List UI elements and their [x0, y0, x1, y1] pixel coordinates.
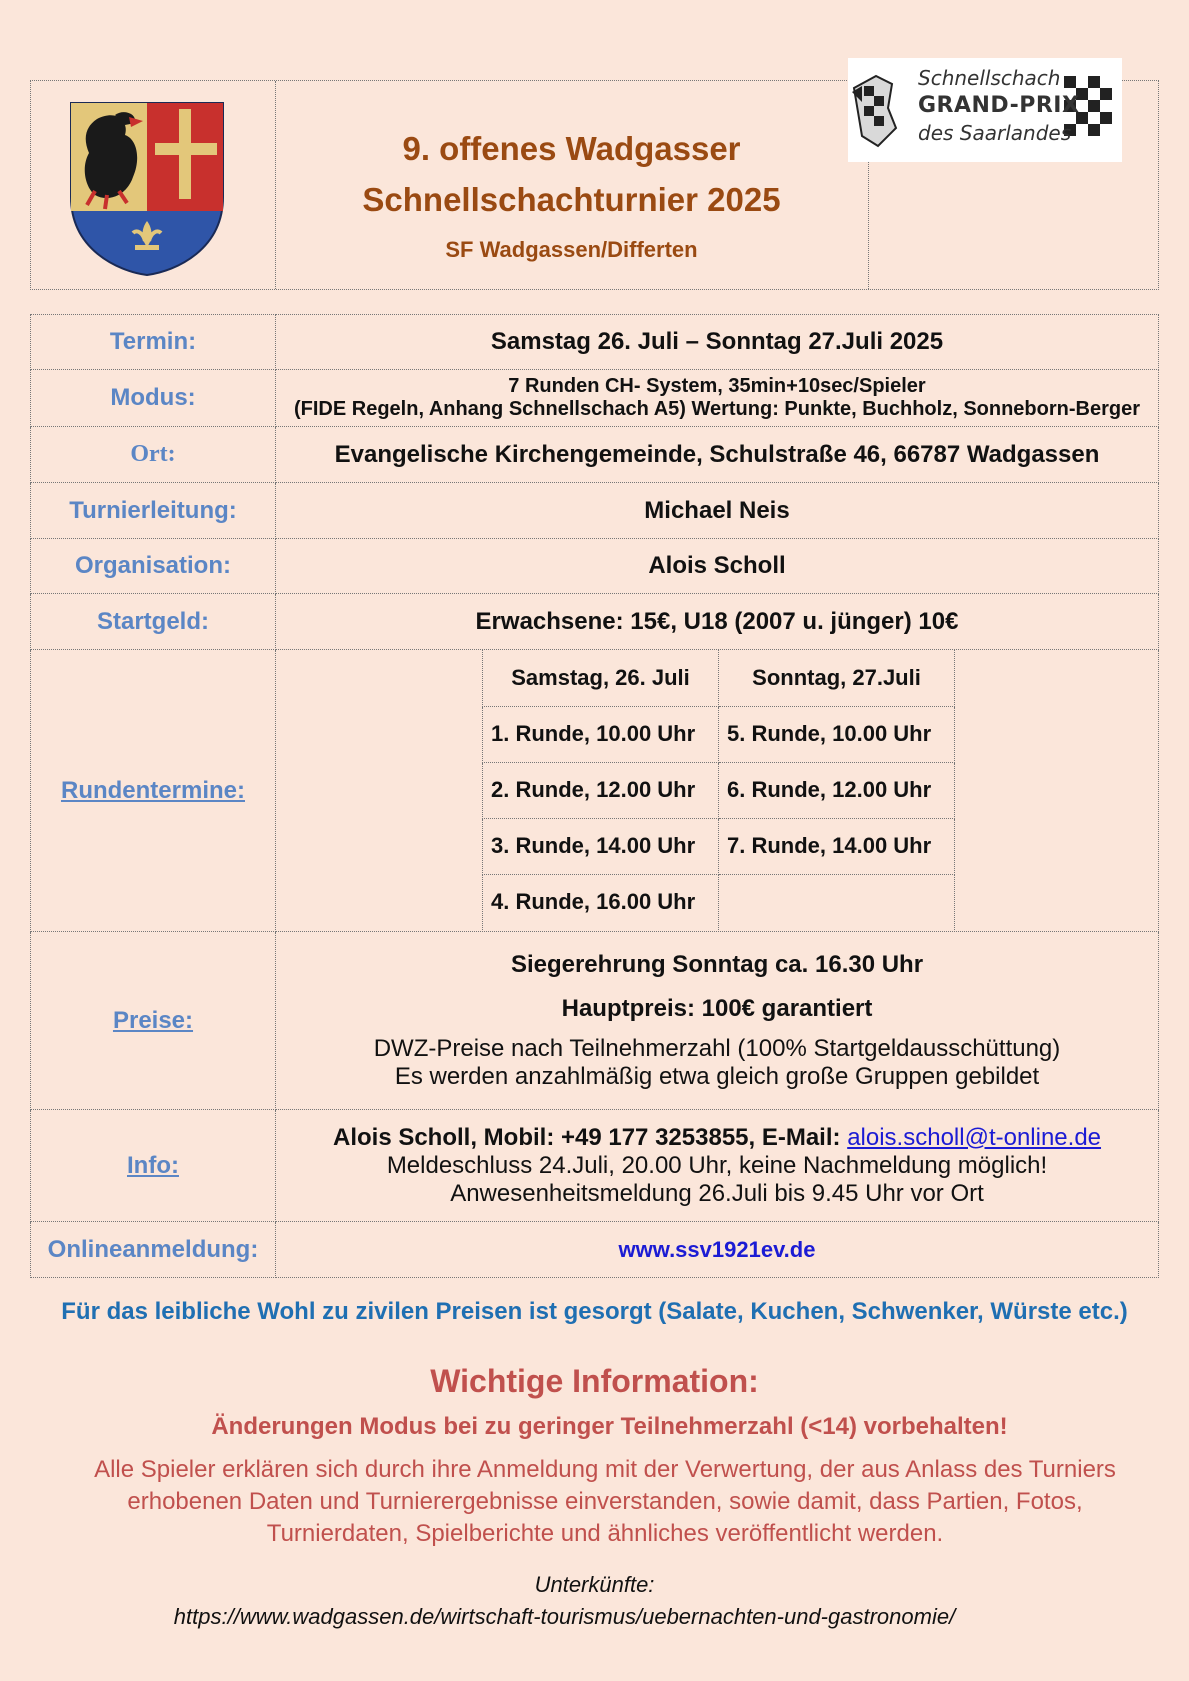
row-organisation: [31, 539, 1159, 594]
preise-value: [276, 932, 1159, 1110]
termin-value: Samstag 26. Juli – Sonntag 27.Juli 2025: [276, 315, 1159, 370]
rounds-table: [482, 650, 955, 930]
rounds-row: [483, 762, 955, 818]
grand-prix-text: [918, 66, 1118, 145]
modus-line-2: (FIDE Regeln, Anhang Schnellschach A5) Wertung: Punkte, Buchholz, Sonneborn-Berger: [294, 398, 1140, 420]
catering-note: Für das leibliche Wohl zu zivilen Preisen ist gesorgt (Salate, Kuchen, Schwenker, Würste etc.): [61, 1298, 1128, 1325]
title-line-1: 9. offenes Wadgasser: [402, 130, 741, 167]
round-3: 3. Runde, 14.00 Uhr: [483, 818, 719, 874]
turnierleitung-label: Turnierleitung:: [31, 483, 276, 539]
club-name: SF Wadgassen/Differten: [445, 237, 698, 262]
organisation-value: Alois Scholl: [276, 539, 1159, 594]
row-termin: [31, 315, 1159, 370]
title-line-2: Schnellschachturnier 2025: [362, 181, 781, 218]
consent-notice: [40, 1454, 1170, 1550]
grand-prix-logo: [848, 58, 1122, 162]
round-2: 2. Runde, 12.00 Uhr: [483, 762, 719, 818]
row-onlineanmeldung: [31, 1222, 1159, 1278]
startgeld-value: Erwachsene: 15€, U18 (2007 u. jünger) 10€: [276, 594, 1159, 650]
onlineanmeldung-label: Onlineanmeldung:: [31, 1222, 276, 1278]
ort-value: Evangelische Kirchengemeinde, Schulstraße 46, 66787 Wadgassen: [276, 427, 1159, 483]
modus-value: [276, 370, 1159, 427]
gp-line-2: GRAND-PRIX: [918, 93, 1080, 118]
page-title: [275, 123, 868, 225]
info-contact-line: [276, 1124, 1158, 1152]
preise-line-4: Es werden anzahlmäßig etwa gleich große Gruppen gebildet: [394, 1062, 1040, 1090]
accommodation-heading: Unterkünfte:: [534, 1572, 655, 1597]
preise-line-2: Hauptpreis: 100€ garantiert: [561, 994, 873, 1022]
rundentermine-value: [276, 650, 1159, 932]
rounds-row: [483, 818, 955, 874]
info-value: [276, 1110, 1159, 1222]
rounds-row: [483, 706, 955, 762]
info-line-3: Anwesenheitsmeldung 26.Juli bis 9.45 Uhr vor Ort: [450, 1179, 984, 1207]
title-block: [275, 81, 868, 263]
row-startgeld: [31, 594, 1159, 650]
round-empty: [719, 874, 955, 930]
crest-cell: [31, 81, 276, 289]
gp-line-3: des Saarlandes: [918, 121, 1072, 145]
termin-label: Termin:: [31, 315, 276, 370]
modus-label: Modus:: [31, 370, 276, 427]
preise-line-3: DWZ-Preise nach Teilnehmerzahl (100% Startgeldausschüttung): [373, 1034, 1061, 1062]
round-5: 5. Runde, 10.00 Uhr: [719, 706, 955, 762]
registration-link[interactable]: www.ssv1921ev.de: [618, 1236, 816, 1262]
preise-line-1: Siegerehrung Sonntag ca. 16.30 Uhr: [510, 950, 924, 978]
consent-line-1: Alle Spieler erklären sich durch ihre Anmeldung mit der Verwertung, der aus Anlass des Turniers: [94, 1456, 1116, 1483]
organisation-label: Organisation:: [31, 539, 276, 594]
saturday-header: Samstag, 26. Juli: [483, 650, 719, 706]
info-label[interactable]: Info:: [31, 1110, 276, 1222]
coat-of-arms-icon: [67, 99, 227, 277]
round-7: 7. Runde, 14.00 Uhr: [719, 818, 955, 874]
row-modus: [31, 370, 1159, 427]
email-link[interactable]: alois.scholl@t-online.de: [847, 1123, 1102, 1151]
chessboard-map-icon: [848, 58, 918, 162]
info-table: [30, 314, 1159, 1278]
info-line-2: Meldeschluss 24.Juli, 20.00 Uhr, keine Nachmeldung möglich!: [386, 1151, 1048, 1179]
row-preise: [31, 932, 1159, 1110]
modus-line-1: 7 Runden CH- System, 35min+10sec/Spieler: [508, 375, 926, 397]
row-info: [31, 1110, 1159, 1222]
row-rundentermine: [31, 650, 1159, 932]
row-turnierleitung: [31, 483, 1159, 539]
ort-label: Ort:: [31, 427, 276, 483]
round-1: 1. Runde, 10.00 Uhr: [483, 706, 719, 762]
rundentermine-label[interactable]: Rundentermine:: [31, 650, 276, 932]
startgeld-label: Startgeld:: [31, 594, 276, 650]
mode-change-note: Änderungen Modus bei zu geringer Teilnehmerzahl (<14) vorbehalten!: [211, 1413, 1008, 1440]
consent-line-3: Turnierdaten, Spielberichte und ähnliches veröffentlicht werden.: [266, 1520, 944, 1547]
preise-label[interactable]: Preise:: [31, 932, 276, 1110]
turnierleitung-value: Michael Neis: [276, 483, 1159, 539]
rounds-header-row: [483, 650, 955, 706]
round-4: 4. Runde, 16.00 Uhr: [483, 874, 719, 930]
info-contact: Alois Scholl, Mobil: +49 177 3253855, E-Mail:: [332, 1123, 848, 1151]
important-heading: Wichtige Information:: [430, 1363, 759, 1399]
gp-line-1: Schnellschach: [918, 66, 1061, 90]
onlineanmeldung-value: [276, 1222, 1159, 1278]
sunday-header: Sonntag, 27.Juli: [719, 650, 955, 706]
row-ort: [31, 427, 1159, 483]
consent-line-2: erhobenen Daten und Turnierergebnisse einverstanden, sowie damit, dass Partien, Fotos,: [127, 1488, 1083, 1515]
round-6: 6. Runde, 12.00 Uhr: [719, 762, 955, 818]
rounds-row: [483, 874, 955, 930]
accommodation-url[interactable]: https://www.wadgassen.de/wirtschaft-tourismus/uebernachten-und-gastronomie/: [173, 1604, 956, 1629]
